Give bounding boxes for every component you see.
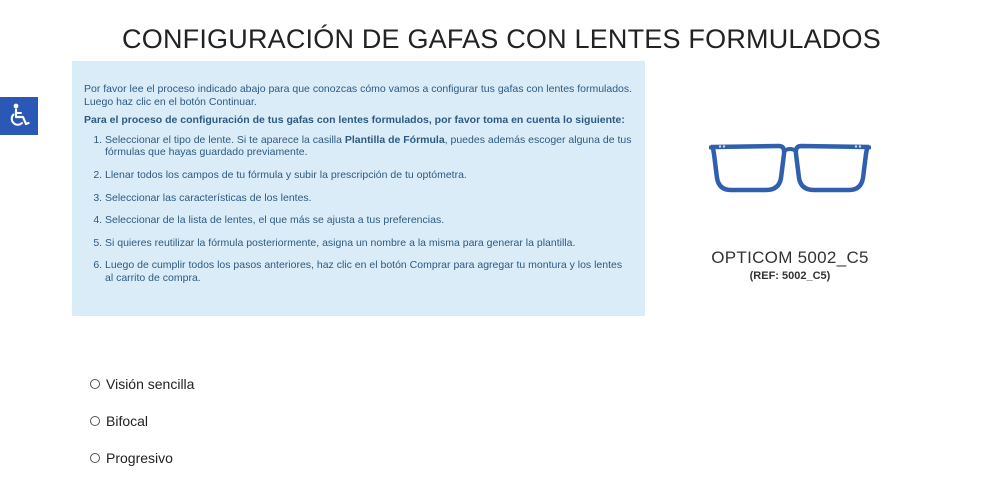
instruction-step-6: 6. Luego de cumplir todos los pasos anteriores, haz clic en el botón Comprar para agregar tu montura y los lentes al carrito de compra. (105, 259, 633, 284)
product-ref: (REF: 5002_C5) (749, 270, 831, 282)
radio-button[interactable] (90, 379, 100, 389)
instruction-step-2: 2. Llenar todos los campos de tu fórmula y subir la prescripción de tu optómetra. (105, 169, 633, 182)
lens-option-label: Visión sencilla (106, 376, 195, 392)
instructions-box (72, 61, 645, 316)
instruction-step-3: 3. Seleccionar las características de los lentes. (105, 192, 633, 205)
instruction-step-1: 1. Seleccionar el tipo de lente. Si te aparece la casilla Plantilla de Fórmula, puedes además escoger alguna de tus fórmulas que hayas guardado previamente. (105, 134, 633, 159)
product-card (680, 140, 900, 282)
instructions-intro: Por favor lee el proceso indicado abajo para que conozcas cómo vamos a configurar tus gafas con lentes formulados. Luego haz clic en el botón Continuar. (84, 83, 633, 108)
page-title: CONFIGURACIÓN DE GAFAS CON LENTES FORMULADOS (122, 24, 881, 54)
lens-option-bifocal[interactable] (90, 411, 194, 431)
radio-button[interactable] (90, 453, 100, 463)
instructions-steps (84, 134, 633, 285)
lens-option-label: Progresivo (106, 450, 173, 466)
wheelchair-icon (7, 103, 31, 129)
instruction-step-5: 5. Si quieres reutilizar la fórmula posteriormente, asigna un nombre a la misma para generar la plantilla. (105, 237, 633, 250)
lens-option-progresivo[interactable] (90, 448, 194, 468)
instructions-subhead: Para el proceso de configuración de tus gafas con lentes formulados, por favor toma en cuenta lo siguiente: (84, 114, 625, 127)
eyeglasses-image (709, 140, 871, 196)
accessibility-button[interactable] (0, 97, 38, 135)
lens-option-label: Bifocal (106, 413, 149, 429)
lens-type-options (90, 374, 194, 485)
instruction-step-4: 4. Seleccionar de la lista de lentes, el que más se ajusta a tus preferencias. (105, 214, 633, 227)
radio-button[interactable] (90, 416, 100, 426)
lens-option-vision-sencilla[interactable] (90, 374, 194, 394)
product-name: OPTICOM 5002_C5 (711, 248, 869, 267)
